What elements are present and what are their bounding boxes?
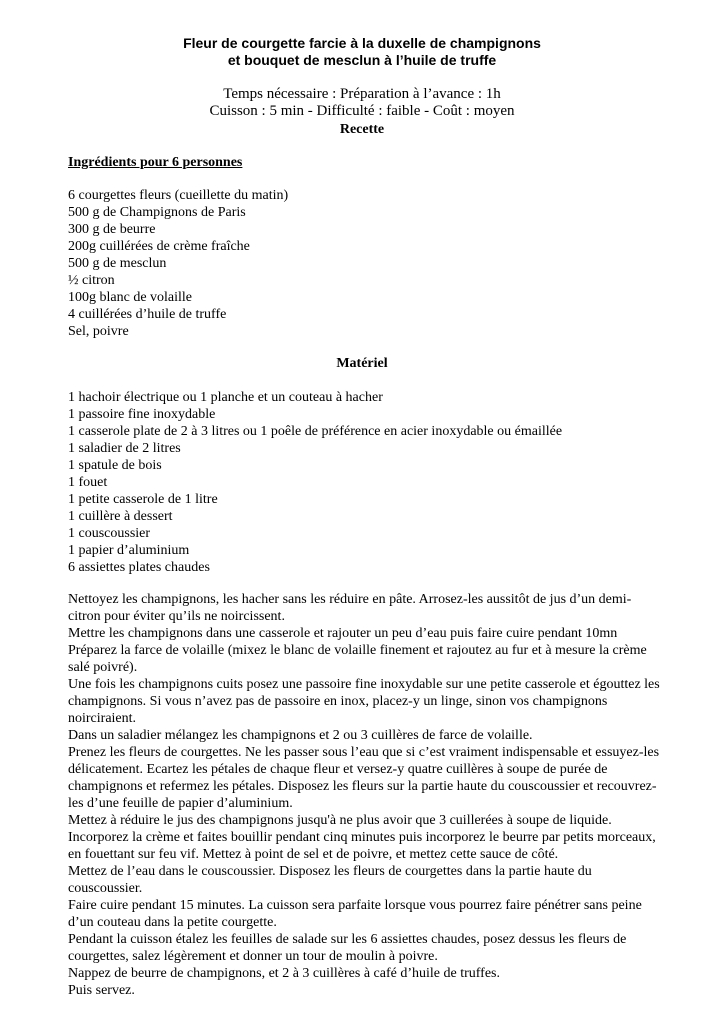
recipe-label: Recette [339, 122, 385, 137]
materiel-item: 1 petite casserole de 1 litre [68, 492, 218, 507]
instruction-step: Préparez la farce de volaille (mixez le blanc de volaille finement et rajoutez au fur et à mesure la crème salé poivré). [68, 643, 647, 675]
title-line-2: et bouquet de mesclun à l’huile de truffe [227, 52, 497, 68]
instruction-step: Mettez de l’eau dans le couscoussier. Disposez les fleurs de courgettes dans la partie haute du couscoussier. [68, 864, 592, 896]
materiel-item: 1 cuillère à dessert [68, 509, 173, 524]
ingredient-item: 200g cuillérées de crème fraîche [68, 239, 250, 254]
instruction-step: Faire cuire pendant 15 minutes. La cuisson sera parfaite lorsque vous pourrez faire pénétrer sans peine d’un couteau dans la petite courgette. [68, 898, 642, 930]
instruction-step: Dans un saladier mélangez les champignons et 2 ou 3 cuillères de farce de volaille. [68, 728, 533, 743]
materiel-item: 1 fouet [68, 475, 108, 490]
materiel-item: 6 assiettes plates chaudes [68, 560, 210, 575]
instruction-step: Pendant la cuisson étalez les feuilles de salade sur les 6 assiettes chaudes, posez dessus les fleurs de courgettes, salez légèrement et donner un tour de moulin à poivre. [68, 932, 627, 964]
materiel-heading: Matériel [336, 356, 388, 371]
ingredient-item: 6 courgettes fleurs (cueillette du matin) [68, 188, 289, 203]
instruction-step: Nettoyez les champignons, les hacher sans les réduire en pâte. Arrosez-les aussitôt de jus d’un demi-citron pour éviter qu’ils ne noircissent. [68, 592, 632, 624]
materiel-item: 1 casserole plate de 2 à 3 litres ou 1 poêle de préférence en acier inoxydable ou émaillée [68, 424, 563, 439]
materiel-item: 1 spatule de bois [68, 458, 162, 473]
title-line-1: Fleur de courgette farcie à la duxelle de champignons [183, 35, 541, 51]
instruction-step: Mettre les champignons dans une casserole et rajouter un peu d’eau puis faire cuire pendant 10mn [68, 626, 618, 641]
instruction-step: Une fois les champignons cuits posez une passoire fine inoxydable sur une petite casserole et égouttez les champignons. Si vous n’avez pas de passoire en inox, placez-y un linge, sinon vos champignons noirciraient. [68, 677, 660, 726]
time-line: Temps nécessaire : Préparation à l’avance : 1h [223, 86, 501, 102]
instructions [68, 591, 660, 999]
ingredient-item: Sel, poivre [68, 324, 129, 339]
materiel-item: 1 papier d’aluminium [68, 543, 190, 558]
instruction-step: Prenez les fleurs de courgettes. Ne les passer sous l’eau que si c’est vraiment indispensable et essuyez-les délicatement. Ecartez les pétales de chaque fleur et versez-y quatre cuillères à soupe de purée de champignons et refermez les pétales. Disposez les fleurs sur la partie haute du couscoussier et recouvrez-les d’une feuille de papier d’aluminium. [68, 745, 660, 811]
instruction-step: Nappez de beurre de champignons, et 2 à 3 cuillères à café d’huile de truffes. [68, 966, 500, 981]
instruction-step: Mettez à réduire le jus des champignons jusqu'à ne plus avoir que 3 cuillerées à soupe de liquide. Incorporez la crème et faites bouillir pendant cinq minutes puis incorporez le beurre par petits morceaux, en fouettant sur feu vif. Mettez à point de sel et de poivre, et mettez cette sauce de côté. [68, 813, 656, 862]
ingredient-item: ½ citron [68, 273, 115, 288]
materiel-list [68, 389, 562, 576]
ingredients-list [68, 187, 288, 340]
materiel-item: 1 couscoussier [68, 526, 151, 541]
ingredient-item: 100g blanc de volaille [68, 290, 193, 305]
materiel-item: 1 hachoir électrique ou 1 planche et un couteau à hacher [68, 390, 383, 405]
materiel-item: 1 saladier de 2 litres [68, 441, 181, 456]
cooking-line: Cuisson : 5 min - Difficulté : faible - Coût : moyen [209, 103, 515, 119]
ingredient-item: 4 cuillérées d’huile de truffe [68, 307, 227, 322]
ingredients-heading: Ingrédients pour 6 personnes [68, 155, 243, 170]
ingredient-item: 300 g de beurre [68, 222, 156, 237]
materiel-item: 1 passoire fine inoxydable [68, 407, 216, 422]
ingredient-item: 500 g de mesclun [68, 256, 167, 271]
ingredient-item: 500 g de Champignons de Paris [68, 205, 246, 220]
instruction-step: Puis servez. [68, 983, 135, 998]
